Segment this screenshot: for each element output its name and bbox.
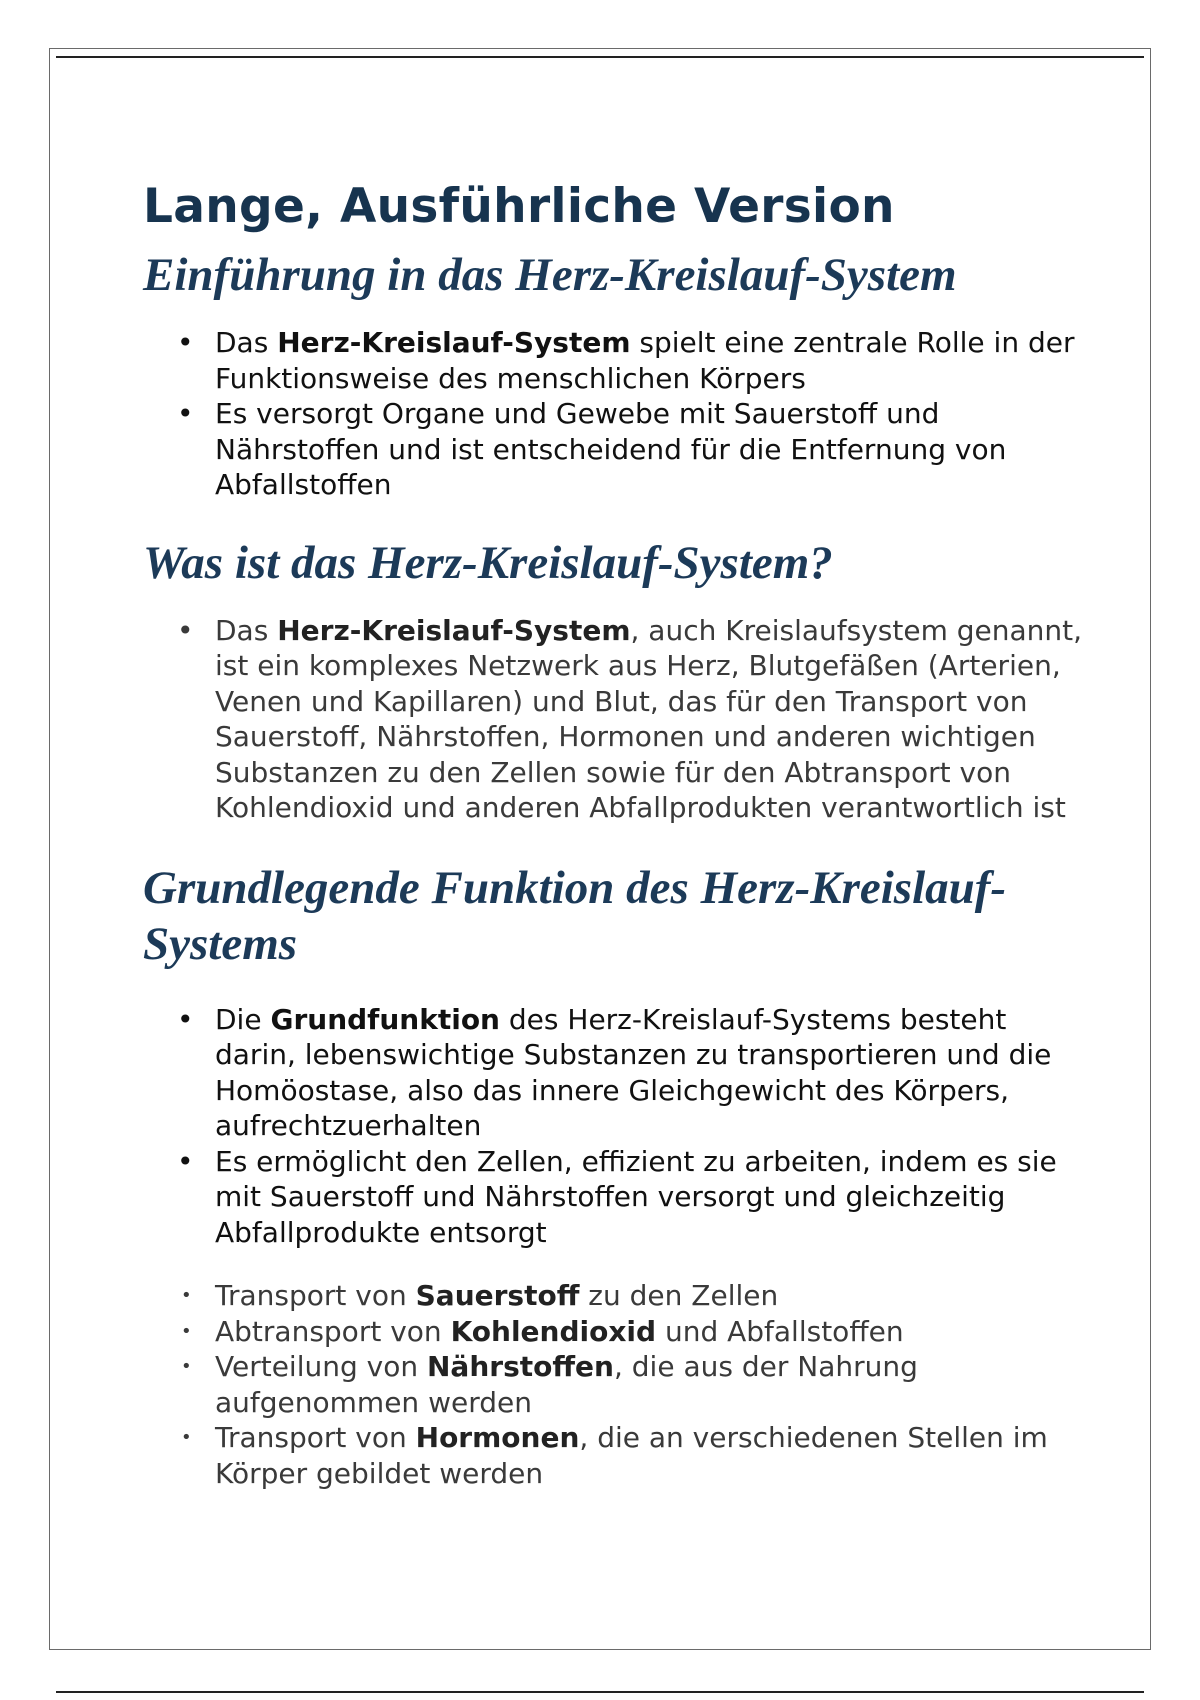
section-heading-definition: Was ist das Herz-Kreislauf-System? <box>143 536 833 589</box>
bottom-divider <box>56 1691 1144 1693</box>
bullet-icon: • <box>181 1285 192 1306</box>
list-item: • Es ermöglicht den Zellen, effizient zu arbeiten, indem es sie mit Sauerstoff und Nährstoffen versorgt und gleichzeitig Abfallprodukte entsorgt <box>177 1144 1057 1249</box>
definition-list <box>143 613 1083 826</box>
bullet-icon: • <box>177 613 194 647</box>
section-heading-introduction: Einführung in das Herz-Kreislauf-System <box>143 249 957 301</box>
introduction-list <box>143 325 1083 503</box>
list-item: • Das Herz-Kreislauf-System spielt eine zentrale Rolle in der Funktionsweise des menschlichen Körpers <box>177 326 1075 395</box>
list-item: • Transport von Sauerstoff zu den Zellen <box>181 1279 779 1312</box>
list-item: • Verteilung von Nährstoffen, die aus der Nahrung aufgenommen werden <box>181 1350 918 1419</box>
list-item: • Das Herz-Kreislauf-System, auch Kreislaufsystem genannt, ist ein komplexes Netzwerk aus Herz, Blutgefäßen (Arterien, Venen und Kapillaren) und Blut, das für den Transport von Sauerstoff, Nährstoffen, Hormonen und anderen wichtigen Substanzen zu den Zellen sowie für den Abtransport von Kohlendioxid und anderen Abfallprodukten verantwortlich ist <box>177 613 1083 824</box>
basic-function-list <box>143 1002 1083 1251</box>
list-item: • Die Grundfunktion des Herz-Kreislauf-Systems besteht darin, lebenswichtige Substanzen zu transportieren und die Homöostase, also das innere Gleichgewicht des Körpers, aufrechtzuerhalten <box>177 1002 1052 1142</box>
bullet-icon: • <box>181 1356 192 1377</box>
document-title: Lange, Ausführliche Version <box>143 179 895 234</box>
bullet-icon: • <box>177 1002 194 1036</box>
bullet-icon: • <box>177 326 194 359</box>
top-divider <box>56 56 1144 58</box>
section-heading-basic-function: Grundlegende Funktion des Herz-Kreislauf-Systems <box>143 861 1007 970</box>
list-item: • Transport von Hormonen, die an verschiedenen Stellen im Körper gebildet werden <box>181 1421 1048 1490</box>
bullet-icon: • <box>177 397 194 430</box>
function-details-list <box>143 1278 1083 1491</box>
document-body <box>143 178 1083 1491</box>
bullet-icon: • <box>181 1427 192 1448</box>
bullet-icon: • <box>177 1144 194 1178</box>
list-item: • Abtransport von Kohlendioxid und Abfallstoffen <box>181 1314 904 1348</box>
list-item: • Es versorgt Organe und Gewebe mit Sauerstoff und Nährstoffen und ist entscheidend für die Entfernung von Abfallstoffen <box>177 397 1007 501</box>
bullet-icon: • <box>181 1320 192 1342</box>
